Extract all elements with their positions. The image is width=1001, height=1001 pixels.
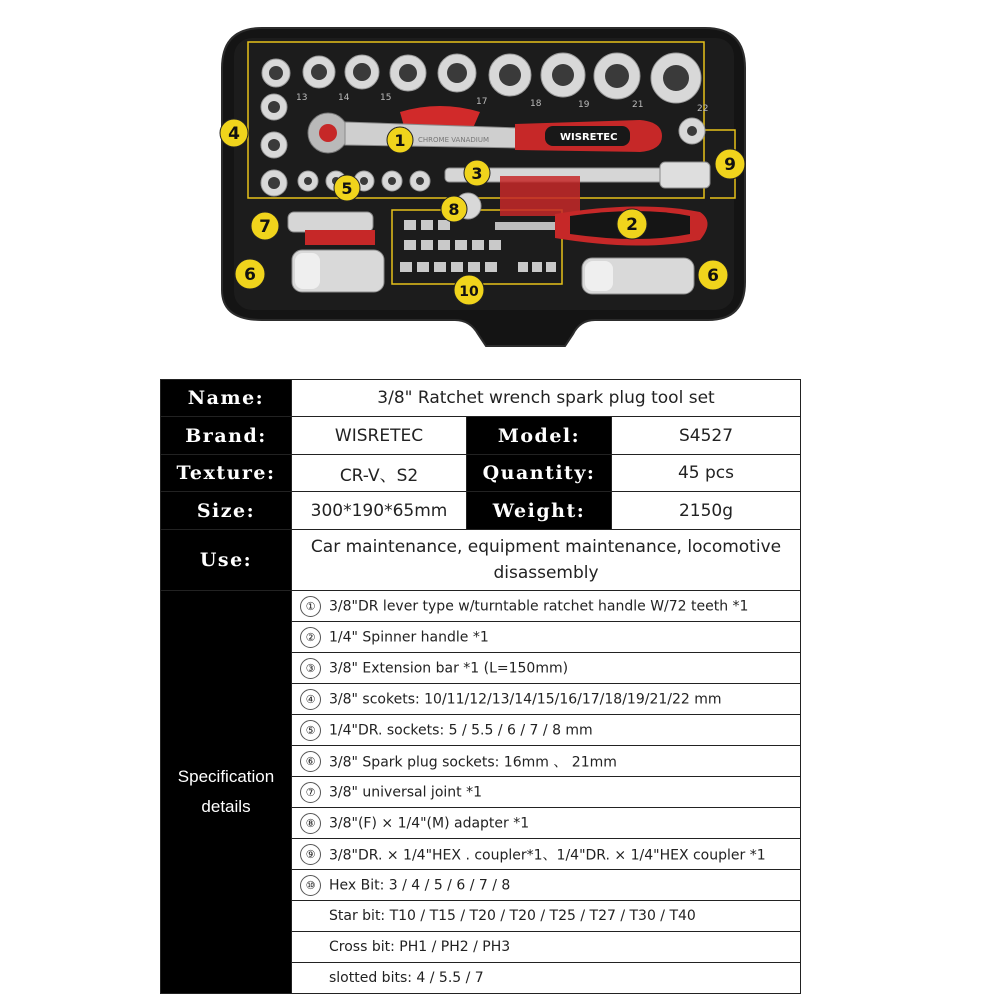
spec-item-number: ④ bbox=[300, 689, 321, 710]
handle-engraving: CHROME VANADIUM bbox=[418, 136, 489, 144]
spec-item-text: 3/8"DR. × 1/4"HEX . coupler*1、1/4"DR. × 1/4"HEX coupler *1 bbox=[329, 847, 766, 863]
spark-plug-socket-16 bbox=[292, 250, 384, 292]
spec-item bbox=[292, 839, 801, 870]
socket-size-label: 18 bbox=[530, 99, 542, 109]
socket-size-label: 13 bbox=[296, 93, 308, 103]
brand-value: WISRETEC bbox=[292, 417, 467, 455]
name-value: 3/8" Ratchet wrench spark plug tool set bbox=[292, 380, 801, 417]
spec-item bbox=[292, 870, 801, 901]
spec-item bbox=[292, 777, 801, 808]
quantity-value: 45 pcs bbox=[612, 455, 801, 492]
model-label: Model: bbox=[467, 417, 612, 455]
spec-item-number: ① bbox=[300, 596, 321, 617]
handle-brand: WISRETEC bbox=[560, 132, 618, 143]
callout-number: 4 bbox=[228, 124, 240, 144]
spec-item bbox=[292, 932, 801, 963]
brand-label: Brand: bbox=[161, 417, 292, 455]
callout-number: 10 bbox=[459, 284, 479, 300]
spec-item bbox=[292, 901, 801, 932]
socket-size-label: 15 bbox=[380, 93, 392, 103]
spec-item-number: ⑩ bbox=[300, 875, 321, 896]
spec-item-text: 3/8" Spark plug sockets: 16mm 、 21mm bbox=[329, 754, 617, 770]
size-value: 300*190*65mm bbox=[292, 492, 467, 530]
weight-label: Weight: bbox=[467, 492, 612, 530]
spec-item bbox=[292, 746, 801, 777]
quantity-label: Quantity: bbox=[467, 455, 612, 492]
spec-list bbox=[161, 591, 801, 994]
use-label: Use: bbox=[161, 530, 292, 591]
callout-number: 1 bbox=[394, 131, 406, 150]
spec-item-text: 3/8"DR lever type w/turntable ratchet handle W/72 teeth *1 bbox=[329, 598, 749, 614]
spec-label-line: details bbox=[201, 797, 251, 816]
callout-number: 6 bbox=[707, 266, 719, 286]
callout-number: 9 bbox=[724, 155, 736, 175]
spec-item-text: Hex Bit: 3 / 4 / 5 / 6 / 7 / 8 bbox=[329, 877, 511, 893]
spec-item-text: 1/4"DR. sockets: 5 / 5.5 / 6 / 7 / 8 mm bbox=[329, 722, 593, 738]
spec-item-number: ⑧ bbox=[300, 813, 321, 834]
spec-item-text: 3/8"(F) × 1/4"(M) adapter *1 bbox=[329, 815, 530, 831]
spec-item-number: ② bbox=[300, 627, 321, 648]
spec-item bbox=[292, 622, 801, 653]
weight-value: 2150g bbox=[612, 492, 801, 530]
spec-item bbox=[292, 715, 801, 746]
coupler bbox=[679, 118, 705, 144]
socket-size-label: 21 bbox=[632, 100, 644, 110]
callout-number: 8 bbox=[448, 200, 460, 219]
spec-item-text: 3/8" Extension bar *1 (L=150mm) bbox=[329, 660, 569, 676]
callout-number: 7 bbox=[259, 217, 271, 237]
spec-item bbox=[292, 653, 801, 684]
spark-plug-socket-21 bbox=[582, 258, 694, 294]
socket-size-label: 19 bbox=[578, 100, 590, 110]
callout-number: 5 bbox=[341, 179, 353, 198]
callout-number: 6 bbox=[244, 265, 256, 285]
socket-column-left bbox=[261, 94, 287, 196]
socket-size-label: 17 bbox=[476, 97, 488, 107]
spec-item-number: ⑦ bbox=[300, 782, 321, 803]
use-value: Car maintenance, equipment maintenance, locomotive disassembly bbox=[292, 530, 801, 591]
spec-item-number: ⑥ bbox=[300, 751, 321, 772]
spec-item bbox=[292, 963, 801, 994]
spec-item-text: Star bit: T10 / T15 / T20 / T20 / T25 / T27 / T30 / T40 bbox=[329, 908, 696, 924]
spec-item-text: 3/8" scokets: 10/11/12/13/14/15/16/17/18/19/21/22 mm bbox=[329, 691, 722, 707]
spec-item-number: ⑤ bbox=[300, 720, 321, 741]
spec-item-number: ③ bbox=[300, 658, 321, 679]
name-label: Name: bbox=[161, 380, 292, 417]
callout-number: 2 bbox=[626, 215, 638, 235]
spec-row bbox=[161, 591, 801, 622]
callout-number: 3 bbox=[471, 164, 483, 183]
spec-item bbox=[292, 808, 801, 839]
spec-label-line: Specification bbox=[177, 767, 275, 786]
spec-item bbox=[292, 591, 801, 622]
texture-label: Texture: bbox=[161, 455, 292, 492]
spec-item-text: 1/4" Spinner handle *1 bbox=[329, 629, 489, 645]
model-value: S4527 bbox=[612, 417, 801, 455]
spec-label bbox=[161, 591, 292, 994]
spec-table bbox=[160, 379, 801, 994]
size-label: Size: bbox=[161, 492, 292, 530]
socket-size-label: 22 bbox=[697, 104, 709, 114]
texture-value: CR-V、S2 bbox=[292, 455, 467, 492]
spec-item-text: Cross bit: PH1 / PH2 / PH3 bbox=[329, 939, 511, 955]
product-photo bbox=[0, 0, 1001, 370]
spec-item-number: ⑨ bbox=[300, 844, 321, 865]
socket-size-label: 14 bbox=[338, 93, 350, 103]
spec-item bbox=[292, 684, 801, 715]
spec-item-text: slotted bits: 4 / 5.5 / 7 bbox=[329, 970, 484, 986]
spec-item-text: 3/8" universal joint *1 bbox=[329, 784, 482, 800]
